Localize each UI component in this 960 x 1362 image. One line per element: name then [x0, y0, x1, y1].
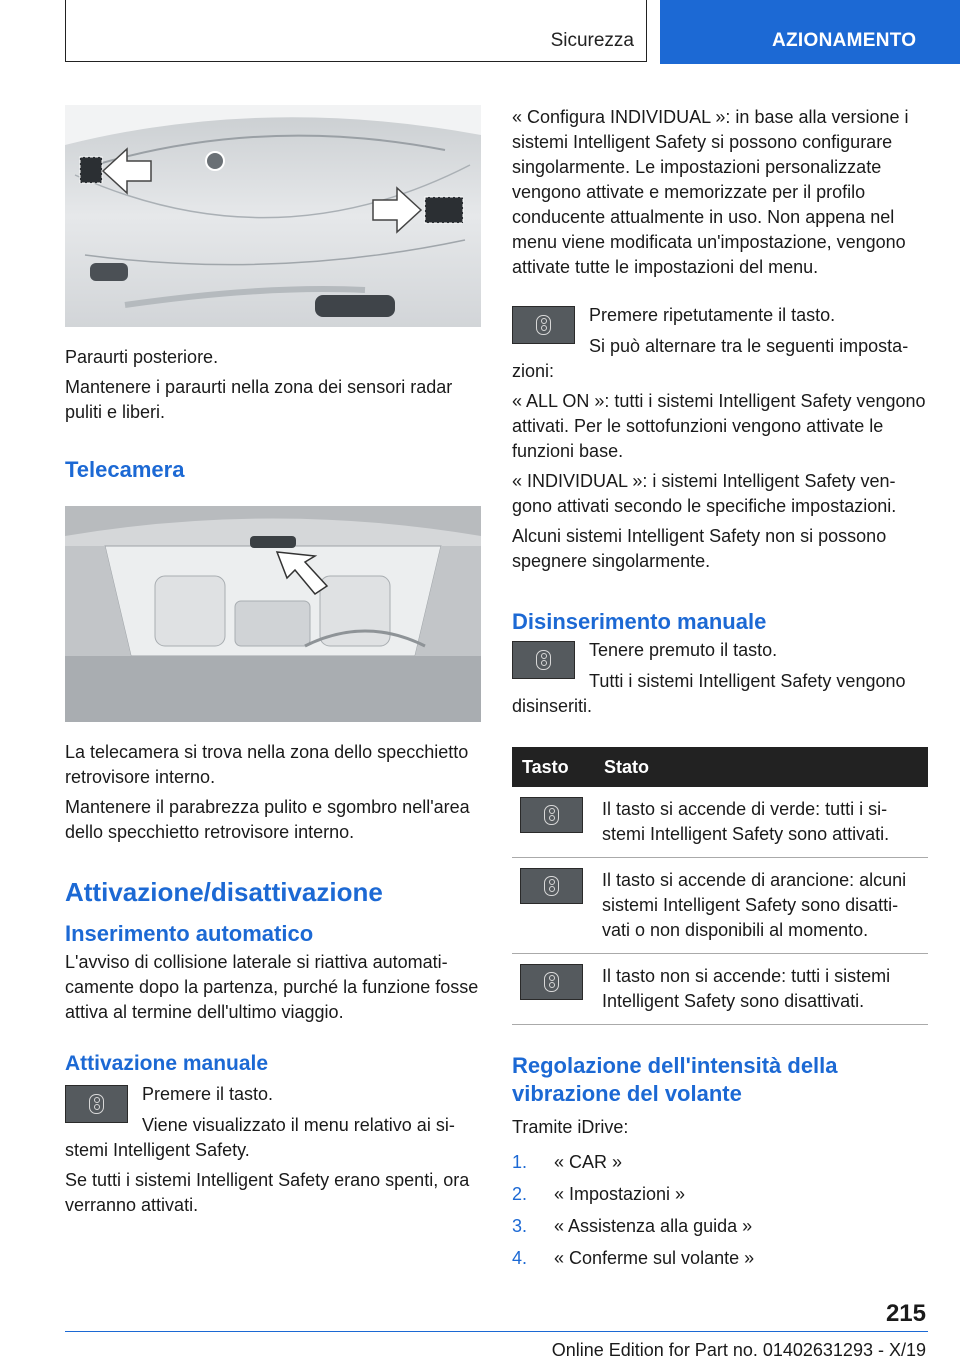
list-item[interactable]: 1. « CAR »	[512, 1152, 623, 1172]
para-all-off: Se tutti i sistemi Intelligent Safety erano spenti, ora verranno attivati.	[65, 1170, 470, 1215]
intelligent-safety-button-icon	[65, 1085, 128, 1123]
page-number: 215	[885, 1300, 926, 1327]
table-header-row	[512, 747, 928, 787]
para-bumper: Mantenere i paraurti nella zona dei sensori radar puliti e liberi.	[65, 377, 453, 422]
repeat-press-text: Premere ripetutamente il tasto.	[589, 305, 836, 325]
rear-bumper-image	[65, 105, 481, 327]
para-telecamera-2: Mantenere il parabrezza pulito e sgombro nell'area dello specchietto retrovisore interno.	[65, 797, 470, 842]
status-cell: Il tasto si accende di arancione: alcuni sistemi Intelligent Safety sono disattivati o non disponibili al momento.	[594, 858, 928, 954]
heading-disinserimento: Disinserimento manuale	[512, 609, 767, 634]
button-status-table	[512, 747, 928, 1025]
idrive-steps	[512, 1146, 928, 1274]
heading-attivazione: Attivazione/disattivazione	[65, 877, 383, 907]
right-column	[512, 105, 928, 1274]
tramite-idrive: Tramite iDrive:	[512, 1117, 629, 1137]
alternate-settings-text: Si può alternare tra le seguenti impostazioni:	[512, 336, 909, 381]
menu-shown-text: Viene visualizzato il menu relativo ai sistemi Intelligent Safety.	[65, 1115, 455, 1160]
table-row	[512, 787, 928, 858]
button-green-icon	[520, 797, 583, 833]
heading-inserimento: Inserimento automatico	[65, 921, 314, 946]
interior-camera-image	[65, 506, 481, 722]
footer-edition: Online Edition for Part no. 01402631293 - X/19	[551, 1340, 926, 1360]
col-header-stato: Stato	[594, 747, 928, 787]
list-item[interactable]: 4. « Conferme sul volante »	[512, 1248, 755, 1268]
para-alcuni: Alcuni sistemi Intelligent Safety non si possono spegnere singolarmente.	[512, 526, 887, 571]
button-off-icon	[520, 964, 583, 1000]
status-cell: Il tasto non si accende: tutti i sistemi Intelligent Safety sono disattivati.	[594, 954, 928, 1025]
section-title: Sicurezza	[550, 30, 634, 51]
all-disabled-text: Tutti i sistemi Intelligent Safety vengono disinseriti.	[512, 671, 906, 716]
heading-telecamera: Telecamera	[65, 457, 185, 482]
para-configura-individual: « Configura INDIVIDUAL »: in base alla versione i sistemi Intelligent Safety si possono configurare singolarmente. Le impostazioni personalizzate vengono attivate e memorizzate per il profilo conducente attualmente in uso. Non appena nel menu viene modificata un'impostazione, vengono attivate tutte le impostazioni del menu.	[512, 107, 909, 277]
col-header-tasto: Tasto	[512, 747, 594, 787]
para-all-on: « ALL ON »: tutti i sistemi Intelligent Safety vengono attivati. Per le sottofunzioni vengono attivate le funzioni base.	[512, 391, 926, 461]
intelligent-safety-button-icon	[512, 641, 575, 679]
header-frame	[65, 0, 647, 62]
list-item[interactable]: 2. « Impostazioni »	[512, 1184, 686, 1204]
chapter-tab-label: AZIONAMENTO	[772, 30, 917, 51]
list-item[interactable]: 3. « Assistenza alla guida »	[512, 1216, 753, 1236]
repeat-press-block	[512, 303, 928, 384]
left-column	[65, 105, 481, 1218]
para-inserimento: L'avviso di collisione laterale si riattiva automaticamente dopo la partenza, purché la funzione fosse attiva al termine dell'ultimo viaggio.	[65, 952, 479, 1022]
press-button-text: Premere il tasto.	[142, 1084, 274, 1104]
caption-bumper: Paraurti posteriore.	[65, 347, 219, 367]
chapter-tab[interactable]	[660, 0, 960, 64]
heading-regolazione: Regolazione dell'intensità della vibrazione del volante	[512, 1053, 838, 1106]
para-individual: « INDIVIDUAL »: i sistemi Intelligent Safety vengono attivati secondo le specifiche impostazioni.	[512, 471, 897, 516]
table-row	[512, 954, 928, 1025]
manual-deactivation-block	[512, 638, 928, 719]
intelligent-safety-button-icon	[512, 306, 575, 344]
footer-rule	[65, 1331, 928, 1332]
button-orange-icon	[520, 868, 583, 904]
status-cell: Il tasto si accende di verde: tutti i sistemi Intelligent Safety sono attivati.	[594, 787, 928, 858]
table-row	[512, 858, 928, 954]
heading-attivazione-manuale: Attivazione manuale	[65, 1052, 269, 1075]
manual-activation-block	[65, 1082, 481, 1163]
para-telecamera-1: La telecamera si trova nella zona dello specchietto retrovisore interno.	[65, 742, 469, 787]
hold-button-text: Tenere premuto il tasto.	[589, 640, 778, 660]
